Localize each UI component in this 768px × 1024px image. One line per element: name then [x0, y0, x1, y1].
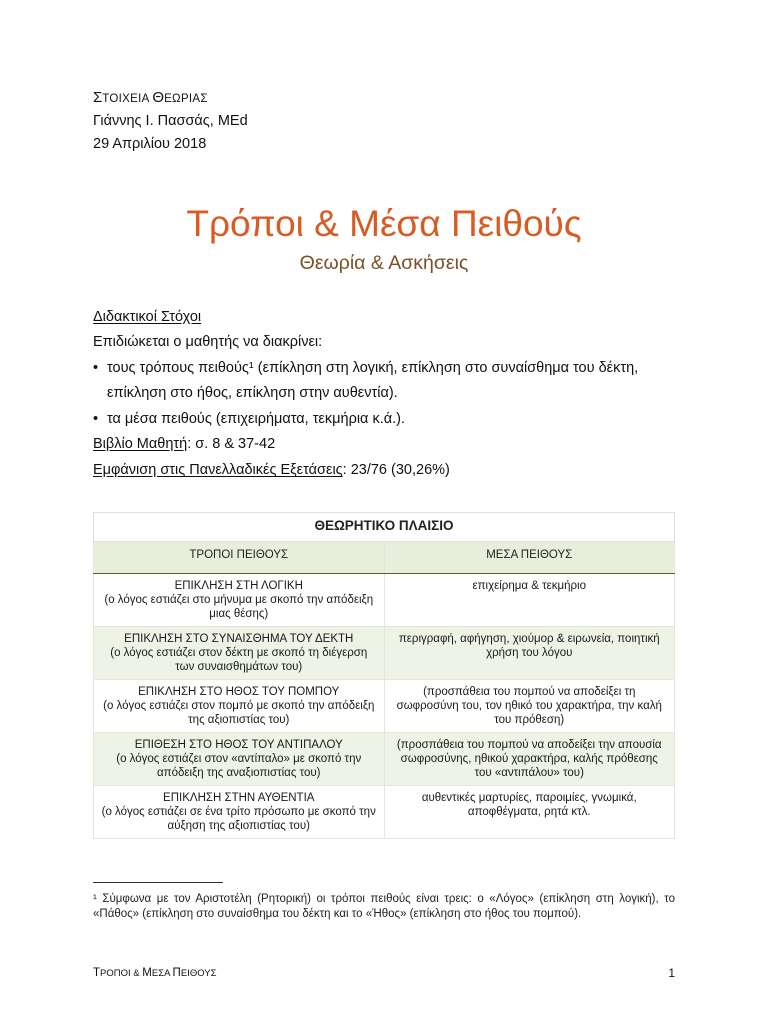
objective-2-text: τα μέσα πειθούς (επιχειρήματα, τεκμήρια κ.ά.).: [107, 411, 405, 427]
table-row: [94, 680, 675, 733]
exams-value: : 23/76 (30,26%): [342, 462, 450, 478]
mode-title: ΕΠΙΚΛΗΣΗ ΣΤΟ ΣΥΝΑΙΣΘΗΜΑ ΤΟΥ ΔΕΚΤΗ: [124, 633, 354, 645]
mode-cell: [94, 574, 385, 627]
mode-cell: [94, 786, 385, 839]
objective-1-line-1: τους τρόπους πειθούς¹ (επίκληση στη λογική, επίκληση στο συναίσθημα του δέκτη,: [107, 360, 639, 376]
objective-bullet-2: [93, 410, 405, 429]
date: 29 Απριλίου 2018: [93, 136, 207, 152]
bullet-marker: •: [93, 360, 99, 376]
table-row: [94, 574, 675, 627]
table-row: [94, 627, 675, 680]
objective-1-line-2: επίκληση στο ήθος, επίκληση στην αυθεντία).: [107, 385, 398, 401]
doc-type-rest: ΤΟΙΧΕΙΑ: [102, 93, 153, 105]
table-caption: ΘΕΩΡΗΤΙΚΟ ΠΛΑΙΣΙΟ: [94, 513, 675, 542]
footer-rest-2: ΕΣΑ: [151, 968, 173, 979]
mode-title: ΕΠΙΚΛΗΣΗ ΣΤΗ ΛΟΓΙΚΗ: [174, 580, 303, 592]
means-cell: (προσπάθεια του πομπού να αποδείξει την απουσία σωφροσύνης, ηθικού χαρακτήρα, καλής πρόθεσης του «αντιπάλου» του): [384, 733, 675, 786]
document-type: [93, 88, 208, 109]
footer-rest-1: ΡΟΠΟΙ &: [100, 968, 143, 979]
page-subtitle: Θεωρία & Ασκήσεις: [299, 252, 469, 274]
page-title: Τρόποι & Μέσα Πειθούς: [186, 203, 582, 244]
running-footer: [93, 966, 217, 981]
means-cell: περιγραφή, αφήγηση, χιούμορ & ειρωνεία, ποιητική χρήση του λόγου: [384, 627, 675, 680]
means-cell: επιχείρημα & τεκμήριο: [384, 574, 675, 627]
exams-reference: [93, 461, 450, 480]
mode-cell: [94, 680, 385, 733]
mode-note: (ο λόγος εστιάζει στον πομπό με σκοπό την απόδειξη της αξιοπιστίας του): [103, 700, 375, 726]
footer-initial-2: Μ: [142, 967, 152, 979]
theory-table: [93, 512, 675, 839]
doc-type-initial-2: Θ: [152, 89, 165, 106]
exams-label: Εμφάνιση στις Πανελλαδικές Εξετάσεις: [93, 462, 343, 478]
means-cell: (προσπάθεια του πομπού να αποδείξει τη σωφροσύνη του, τον ηθικό του χαρακτήρα, την καλή του πρόθεση): [384, 680, 675, 733]
mode-cell: [94, 627, 385, 680]
mode-note: (ο λόγος εστιάζει στο μήνυμα με σκοπό την απόδειξη μιας θέσης): [104, 594, 374, 620]
footnote-separator: [93, 882, 223, 883]
footer-initial-1: Τ: [93, 967, 101, 979]
objectives-intro: Επιδιώκεται ο μαθητής να διακρίνει:: [93, 334, 323, 350]
table-row: [94, 733, 675, 786]
footer-rest-3: ΕΙΘΟΥΣ: [180, 968, 217, 979]
footer-initial-3: Π: [172, 967, 181, 979]
objective-bullet-1: [93, 359, 638, 378]
page-number: 1: [668, 966, 675, 980]
book-label: Βιβλίο Μαθητή: [93, 436, 188, 452]
column-header-means: ΜΕΣΑ ΠΕΙΘΟΥΣ: [384, 542, 675, 574]
book-value: : σ. 8 & 37-42: [187, 436, 276, 452]
mode-cell: [94, 733, 385, 786]
mode-title: ΕΠΙΚΛΗΣΗ ΣΤΟ ΗΘΟΣ ΤΟΥ ΠΟΜΠΟΥ: [138, 686, 340, 698]
column-header-modes: ΤΡΟΠΟΙ ΠΕΙΘΟΥΣ: [94, 542, 385, 574]
mode-note: (ο λόγος εστιάζει σε ένα τρίτο πρόσωπο με σκοπό την αύξηση της αξιοπιστίας του): [101, 806, 376, 832]
bullet-marker: •: [93, 411, 99, 427]
book-reference: [93, 435, 275, 454]
mode-note: (ο λόγος εστιάζει στον «αντίπαλο» με σκοπό την απόδειξη της αναξιοπιστίας του): [116, 753, 362, 779]
means-cell: αυθεντικές μαρτυρίες, παροιμίες, γνωμικά, αποφθέγματα, ρητά κτλ.: [384, 786, 675, 839]
mode-title: ΕΠΙΚΛΗΣΗ ΣΤΗΝ ΑΥΘΕΝΤΙΑ: [163, 792, 315, 804]
doc-type-initial: Σ: [93, 89, 103, 106]
doc-type-rest-2: ΕΩΡΙΑΣ: [164, 93, 208, 105]
objectives-heading: Διδακτικοί Στόχοι: [93, 309, 202, 325]
mode-note: (ο λόγος εστιάζει στον δέκτη με σκοπό τη διέγερση των συναισθημάτων του): [110, 647, 368, 673]
footnote: ¹ Σύμφωνα με τον Αριστοτέλη (Ρητορική) οι τρόποι πειθούς είναι τρεις: ο «Λόγος» (επίκληση στη λογική), το «Πάθος» (επίκληση στο συναίσθημα του δέκτη και το «Ήθος» (επίκληση στο ήθος του πομπού).: [93, 893, 675, 920]
author: Γιάννης Ι. Πασσάς, MEd: [93, 113, 248, 129]
mode-title: ΕΠΙΘΕΣΗ ΣΤΟ ΗΘΟΣ ΤΟΥ ΑΝΤΙΠΑΛΟΥ: [134, 739, 343, 751]
table-row: [94, 786, 675, 839]
